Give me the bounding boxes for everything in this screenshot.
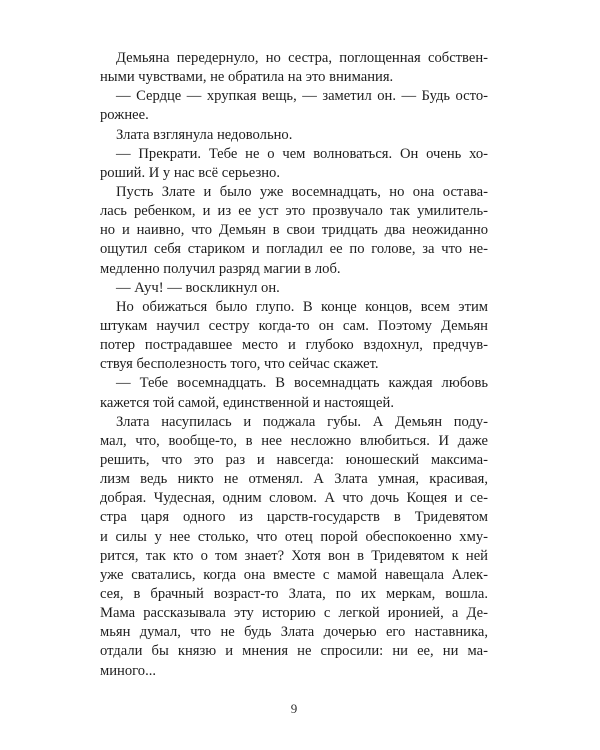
text-line: кажется той самой, единственной и настоящей. <box>100 394 394 411</box>
text-line: мал, что, вообще-то, в нее несложно влюбиться. И даже <box>100 432 488 449</box>
text-line: — Ауч! — воскликнул он. <box>116 279 280 296</box>
text-line: Но обижаться было глупо. В конце концов, всем этим <box>116 298 488 315</box>
text-line: роший. И у нас всё серьезно. <box>100 164 280 181</box>
text-line: Демьяна передернуло, но сестра, поглощенная собствен- <box>116 50 488 66</box>
text-line: и силы у нее столько, что отец порой обеспокоенно хму- <box>100 528 488 545</box>
text-line: Злата насупилась и поджала губы. А Демьян поду- <box>116 413 488 430</box>
text-line: отдали бы князю и мнения не спросили: ни ее, ни ма- <box>100 643 488 660</box>
text-line: медленно получил разряд магии в лоб. <box>100 260 341 277</box>
text-line: — Сердце — хрупкая вещь, — заметил он. — Будь осто- <box>116 88 488 105</box>
text-line: решить, что это раз и навсегда: юношеский максима- <box>100 451 488 468</box>
text-line: лась ребенком, и из ее уст это прозвучало так умилитель- <box>100 203 488 220</box>
text-line: но и наивно, что Демьян в свои тридцать два неожиданно <box>100 222 488 239</box>
page-number: 9 <box>290 701 298 716</box>
text-line: рожнее. <box>100 107 149 124</box>
text-line: уже сватались, когда она вместе с мамой навещала Алек- <box>100 566 488 583</box>
text-line: ными чувствами, не обратила на это внимания. <box>100 69 394 86</box>
page-text-block <box>100 49 488 681</box>
text-line: добрая. Чудесная, одним словом. А что дочь Кощея и се- <box>100 490 488 507</box>
text-line: Мама рассказывала эту историю с легкой иронией, а Де- <box>100 605 488 622</box>
text-line: рится, так кто о том знает? Хотя вон в Тридевятом к ней <box>100 547 488 564</box>
text-line: миного... <box>100 662 157 679</box>
text-line: штукам научил сестру когда-то он сам. Поэтому Демьян <box>100 317 488 334</box>
text-line: мьян думал, что не будь Злата дочерью его наставника, <box>100 624 488 641</box>
text-line: Злата взглянула недовольно. <box>116 126 293 143</box>
text-line: ствуя бесполезность того, что сейчас скажет. <box>100 356 379 373</box>
text-line: ощутил себя стариком и погладил ее по голове, за что не- <box>100 241 488 258</box>
text-line: — Прекрати. Тебе не о чем волноваться. Он очень хо- <box>116 145 488 162</box>
text-line: потер пострадавшее место и глубоко вздохнул, предчув- <box>100 337 488 354</box>
text-line: Пусть Злате и было уже восемнадцать, но она остава- <box>116 183 488 200</box>
text-line: лизм ведь никто не отменял. А Злата умная, красивая, <box>100 471 488 488</box>
text-line: сея, в брачный возраст-то Злата, по их меркам, вошла. <box>100 585 488 602</box>
text-line: — Тебе восемнадцать. В восемнадцать каждая любовь <box>116 375 488 392</box>
text-line: стра царя одного из царств-государств в Тридевятом <box>100 509 488 526</box>
